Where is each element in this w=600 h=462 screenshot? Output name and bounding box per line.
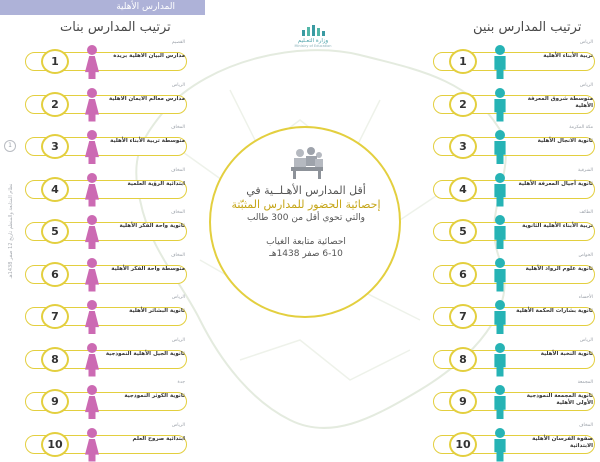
- rank-number: 4: [449, 177, 477, 202]
- girl-figure-icon: [82, 428, 102, 462]
- school-name: تربية الأبناء الأهلية: [543, 53, 593, 59]
- center-line-5: 6-10 صفر 1438هـ: [269, 249, 343, 259]
- school-name: ابتدائية الرؤية العلمية: [127, 180, 185, 187]
- girl-figure-icon: [82, 173, 102, 207]
- school-region: الأحساء: [578, 295, 593, 300]
- boy-school-item[interactable]: [433, 338, 600, 380]
- school-region: الطائف: [579, 210, 593, 215]
- rank-number: 5: [449, 219, 477, 244]
- girl-school-item[interactable]: [25, 295, 195, 337]
- school-region: المجمعة: [577, 380, 593, 385]
- boy-figure-icon: [490, 130, 510, 164]
- school-name: مدارس معالم الايمان الاهلية: [108, 95, 185, 102]
- school-region: الرياض: [171, 337, 185, 343]
- school-region: المخاف: [170, 252, 185, 258]
- school-name: ثانوية واحة الفكر الأهلية: [119, 223, 185, 229]
- boy-school-item[interactable]: [433, 253, 600, 295]
- rank-number: 3: [449, 134, 477, 159]
- school-region: الرياض: [171, 422, 185, 428]
- boys-title: ترتيب المدارس بنين: [473, 20, 582, 35]
- girl-figure-icon: [82, 88, 102, 122]
- school-region: الخواص: [578, 252, 593, 258]
- girl-school-item[interactable]: [25, 168, 195, 210]
- center-text: [221, 184, 391, 260]
- boy-school-item[interactable]: [433, 423, 600, 462]
- boy-school-item[interactable]: [433, 295, 600, 337]
- girl-figure-icon: [82, 343, 102, 377]
- rank-number: 9: [41, 389, 69, 414]
- side-note: [4, 140, 18, 320]
- school-name: ثانوية الانجال الأهلية: [537, 138, 593, 144]
- rank-number: 10: [41, 432, 69, 457]
- rank-number: 4: [41, 177, 69, 202]
- logo-subtext: Ministry of Education: [294, 44, 332, 48]
- school-region: القصيم: [171, 40, 185, 45]
- logo-mark-icon: [300, 24, 326, 38]
- rank-number: 2: [41, 92, 69, 117]
- center-line-2: إحصائية الحضور للمدارس المثبّتة: [231, 198, 381, 211]
- rank-number: 6: [41, 262, 69, 287]
- girl-school-item[interactable]: [25, 380, 195, 422]
- girl-figure-icon: [82, 45, 102, 79]
- school-region: الرياض: [579, 82, 593, 88]
- boy-figure-icon: [490, 428, 510, 462]
- girl-figure-icon: [82, 385, 102, 419]
- side-note-text: نظام المتابعة والمنظم تاريخ 12 صفر 1438هـ: [8, 183, 14, 279]
- girl-figure-icon: [82, 215, 102, 249]
- school-region: الرياض: [171, 295, 185, 300]
- header-tab[interactable]: المدارس الأهلية: [0, 0, 205, 15]
- girl-figure-icon: [82, 300, 102, 334]
- ministry-logo: [288, 24, 338, 48]
- school-name: ثانوية الجيل الأهلية النموذجية: [105, 350, 185, 357]
- school-name: تربية الأبناء الأهلية الثانوية: [522, 223, 593, 229]
- girls-title: ترتيب المدارس بنات: [60, 20, 171, 35]
- boy-school-item[interactable]: [433, 210, 600, 252]
- boy-figure-icon: [490, 343, 510, 377]
- rank-number: 2: [449, 92, 477, 117]
- girl-school-item[interactable]: [25, 210, 195, 252]
- girl-figure-icon: [82, 258, 102, 292]
- boy-school-item[interactable]: [433, 40, 600, 82]
- school-name: متوسطة شروق المعرفة الأهلية: [527, 95, 593, 109]
- girl-school-item[interactable]: [25, 253, 195, 295]
- boy-school-item[interactable]: [433, 125, 600, 167]
- logo-text: وزارة التعـليم: [297, 38, 329, 44]
- girl-school-item[interactable]: [25, 338, 195, 380]
- school-region: المخاف: [578, 422, 593, 428]
- rank-number: 8: [449, 347, 477, 372]
- school-name: صفوة الفرسان الأهلية الابتدائية: [532, 435, 593, 449]
- girl-school-item[interactable]: [25, 423, 195, 462]
- school-name: ثانوية النخبة الأهلية: [540, 350, 593, 357]
- boy-figure-icon: [490, 45, 510, 79]
- school-name: ثانوية بشارات الحكمة الأهلية: [516, 308, 593, 314]
- center-line-4: احصائية متابعة الغياب: [266, 237, 346, 247]
- school-name: ثانوية الكوثر النموذجية: [124, 393, 185, 399]
- school-name: متوسطة واحة الفكر الأهلية: [111, 265, 185, 272]
- school-name: ثانوية أجيال المعرفة الأهلية: [518, 180, 593, 187]
- school-name: ابتدائية صروح العلم: [132, 435, 185, 442]
- rank-number: 9: [449, 389, 477, 414]
- school-region: الرياض: [579, 40, 593, 45]
- boy-school-item[interactable]: [433, 83, 600, 125]
- school-region: جدة: [177, 380, 185, 385]
- rank-number: 6: [449, 262, 477, 287]
- school-region: المخاف: [170, 125, 185, 130]
- school-region: الرياض: [579, 337, 593, 343]
- school-name: متوسطة تربية الأبناء الأهلية: [110, 138, 185, 144]
- boy-figure-icon: [490, 173, 510, 207]
- classroom-icon: [289, 145, 325, 181]
- boy-figure-icon: [490, 258, 510, 292]
- rank-number: 7: [449, 304, 477, 329]
- rank-number: 1: [449, 49, 477, 74]
- rank-number: 1: [41, 49, 69, 74]
- boy-school-item[interactable]: [433, 168, 600, 210]
- boy-figure-icon: [490, 385, 510, 419]
- girl-figure-icon: [82, 130, 102, 164]
- boy-figure-icon: [490, 88, 510, 122]
- girl-school-item[interactable]: [25, 40, 195, 82]
- side-note-number: 1: [4, 140, 16, 152]
- rank-number: 3: [41, 134, 69, 159]
- rank-number: 5: [41, 219, 69, 244]
- school-name: مدارس البيان الاهلية بريدة: [113, 53, 185, 59]
- rank-number: 10: [449, 432, 477, 457]
- school-region: الشرقية: [577, 167, 593, 173]
- rank-number: 8: [41, 347, 69, 372]
- girl-school-item[interactable]: [25, 83, 195, 125]
- school-name: ثانوية المجمعة النموذجية الأولى الأهلية: [526, 393, 593, 406]
- school-region: المخاف: [170, 210, 185, 215]
- boy-figure-icon: [490, 215, 510, 249]
- rank-number: 7: [41, 304, 69, 329]
- center-line-1: أقل المدارس الأهـلــية في: [246, 184, 366, 197]
- school-region: الرياض: [171, 82, 185, 88]
- school-region: مكة المكرمة: [569, 125, 593, 130]
- boy-figure-icon: [490, 300, 510, 334]
- school-name: ثانوية البشائر الأهلية: [129, 308, 185, 314]
- school-region: المخاف: [170, 167, 185, 173]
- center-line-3: والتي تحوي أقل من 300 طالب: [246, 213, 366, 223]
- school-name: ثانوية علوم الرواد الأهلية: [525, 265, 593, 272]
- girl-school-item[interactable]: [25, 125, 195, 167]
- boy-school-item[interactable]: [433, 380, 600, 422]
